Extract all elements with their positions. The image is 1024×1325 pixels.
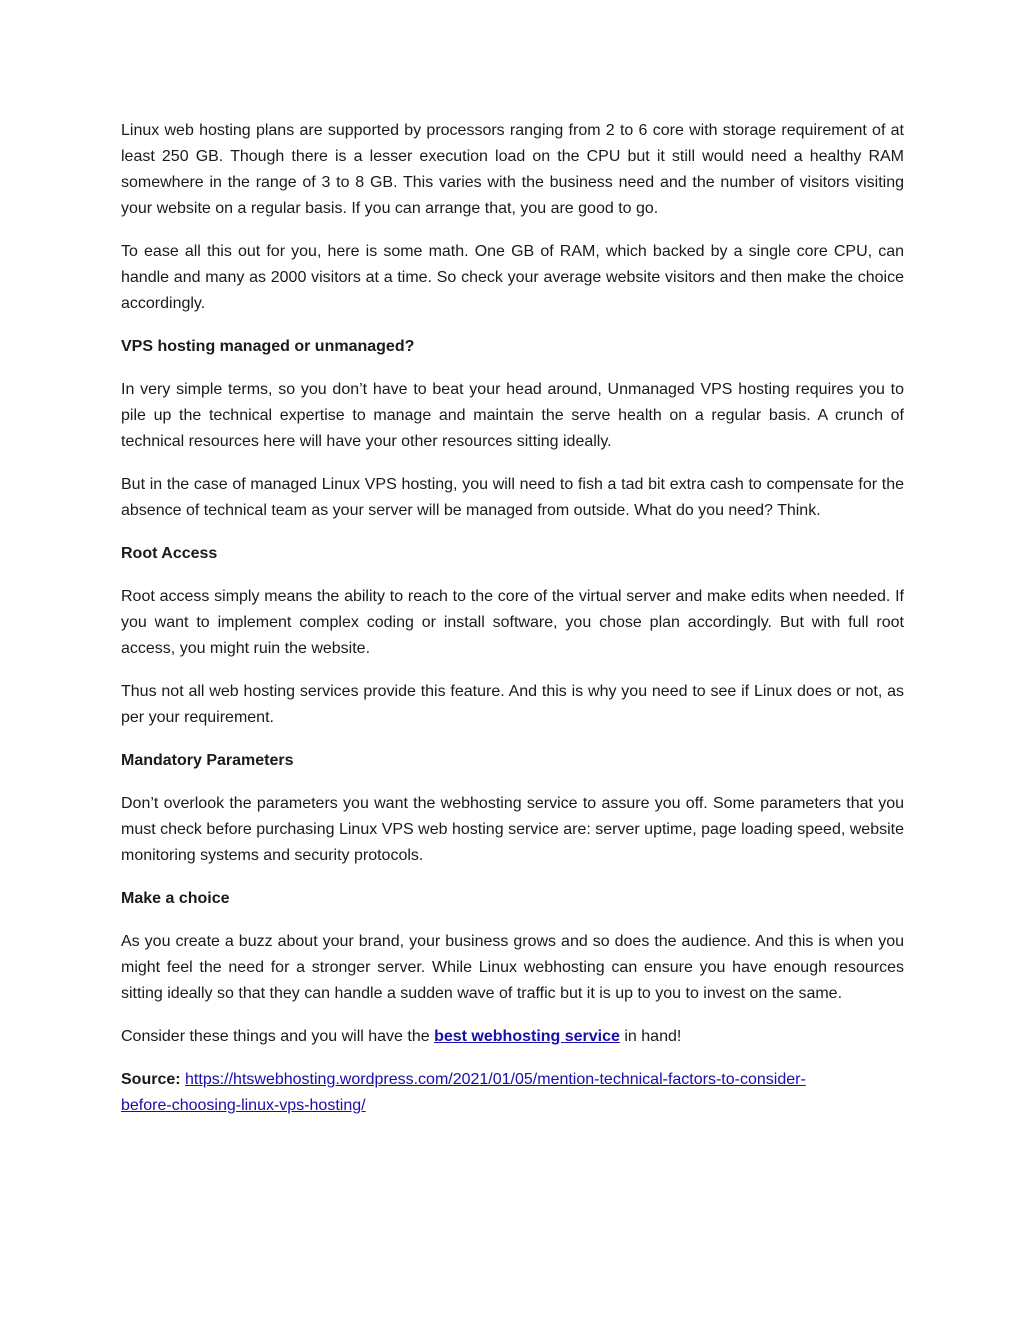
heading-root-access: Root Access: [121, 545, 218, 562]
paragraph-choice: As you create a buzz about your brand, your business grows and so does the audience. And this is when you might feel the need for a stronger server. While Linux webhosting can ensure you have enough resources sitting ideally so that they can handle a sudden wave of traffic but it is up to you to invest on the same.: [121, 933, 904, 1002]
consider-text-before: Consider these things and you will have the: [121, 1028, 435, 1045]
best-webhosting-link[interactable]: best webhosting service: [434, 1028, 620, 1045]
document-page: [121, 118, 904, 1136]
consider-text-after: in hand!: [619, 1028, 682, 1045]
paragraph-root-feature: Thus not all web hosting services provide this feature. And this is why you need to see if Linux does or not, as per your requirement.: [121, 683, 904, 726]
paragraph-unmanaged: In very simple terms, so you don’t have to beat your head around, Unmanaged VPS hosting requires you to pile up the technical expertise to manage and maintain the serve health on a regular basis. A crunch of technical resources here will have your other resources sitting ideally.: [121, 381, 904, 450]
paragraph-processors: Linux web hosting plans are supported by processors ranging from 2 to 6 core with storage requirement of at least 250 GB. Though there is a lesser execution load on the CPU but it still would need a healthy RAM somewhere in the range of 3 to 8 GB. This varies with the business need and the number of visitors visiting your website on a regular basis. If you can arrange that, you are good to go.: [121, 122, 904, 217]
paragraph-ram-math: To ease all this out for you, here is some math. One GB of RAM, which backed by a single core CPU, can handle and many as 2000 visitors at a time. So check your average website visitors and then make the choice accordingly.: [121, 243, 904, 312]
paragraph-managed: But in the case of managed Linux VPS hosting, you will need to fish a tad bit extra cash to compensate for the absence of technical team as your server will be managed from outside. What do you need? Think.: [121, 476, 904, 519]
paragraph-source: [121, 1067, 904, 1119]
heading-make-choice: Make a choice: [121, 890, 230, 907]
source-link[interactable]: [121, 1071, 806, 1114]
paragraph-consider: [121, 1024, 904, 1050]
heading-mandatory-parameters: Mandatory Parameters: [121, 752, 294, 769]
source-url-line2: before-choosing-linux-vps-hosting/: [121, 1097, 366, 1114]
heading-vps-managed: VPS hosting managed or unmanaged?: [121, 338, 415, 355]
paragraph-parameters: Don’t overlook the parameters you want the webhosting service to assure you off. Some parameters that you must check before purchasing Linux VPS web hosting service are: server uptime, page loading speed, website monitoring systems and security protocols.: [121, 795, 904, 864]
source-url-line1: https://htswebhosting.wordpress.com/2021/01/05/mention-technical-factors-to-consider-: [185, 1071, 806, 1088]
source-label: Source:: [121, 1071, 181, 1088]
paragraph-root-access: Root access simply means the ability to reach to the core of the virtual server and make edits when needed. If you want to implement complex coding or install software, you chose plan accordingly. But with full root access, you might ruin the website.: [121, 588, 904, 657]
